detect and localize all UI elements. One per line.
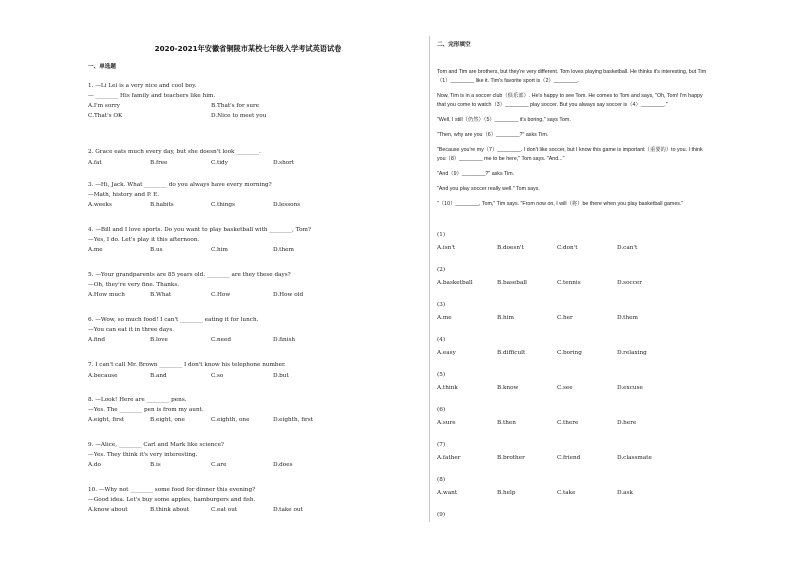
answer-options [437, 313, 777, 323]
answer-option[interactable]: D.How old [273, 292, 304, 298]
question-text: 6. —Wow, so much food! I can't ________ eating it for lunch. [88, 317, 259, 323]
passage-line: "And you play soccer really well." Tom says. [437, 186, 540, 192]
question-text: 7. I can't call Mr. Brown ________ I don't know his telephone number. [88, 362, 286, 368]
answer-option[interactable]: A.isn't [437, 245, 456, 251]
answer-option[interactable]: A.easy [437, 350, 456, 356]
question-text: —You can eat it in three days. [88, 326, 175, 333]
answer-options [88, 335, 408, 345]
answer-options [88, 245, 408, 255]
answer-option[interactable]: D.Nice to meet you [211, 113, 267, 119]
answer-option[interactable]: C.see [557, 385, 573, 391]
question-text: 4. —Bill and I love sports. Do you want to play basketball with ________, Tom? [88, 227, 311, 233]
answer-option[interactable]: C.need [211, 337, 231, 343]
cloze-item [437, 230, 777, 253]
cloze-number: (4) [437, 337, 446, 343]
answer-option[interactable]: D.but [273, 372, 289, 379]
column-divider [429, 36, 430, 522]
answer-option[interactable]: B.help [497, 490, 516, 496]
question-text: —Yes. The ________ pen is from my aunt. [88, 406, 204, 413]
answer-option[interactable]: C.there [557, 420, 579, 426]
answer-option[interactable]: B.free [150, 159, 168, 166]
answer-option[interactable]: C.her [557, 315, 573, 321]
cloze-item [437, 335, 777, 358]
question-text: —Math, history and P. E. [88, 191, 160, 198]
answer-option[interactable]: B.then [497, 420, 516, 426]
cloze-number: (9) [437, 512, 446, 518]
question-text: 2. Grace eats much every day, but she doesn't look ________. [88, 149, 261, 155]
question-item [88, 316, 408, 345]
answer-option[interactable]: A.do [88, 462, 101, 468]
answer-option[interactable]: D.them [617, 315, 638, 321]
cloze-number: (3) [437, 302, 446, 308]
answer-options [88, 200, 408, 210]
answer-option[interactable]: B.That's for sure [211, 103, 260, 109]
answer-option[interactable]: A.think [437, 385, 458, 391]
answer-option[interactable]: C.tidy [211, 159, 228, 166]
answer-options [437, 348, 777, 358]
answer-option[interactable]: B.brother [497, 455, 525, 461]
cloze-item [437, 300, 777, 323]
answer-option[interactable]: C.eat out [211, 507, 238, 513]
answer-options [88, 158, 408, 168]
question-text: 3. —Hi, Jack. What ________ do you always have every morning? [88, 182, 272, 188]
question-item [88, 396, 408, 425]
answer-option[interactable]: C.That's OK [88, 113, 123, 119]
cloze-number: (7) [437, 442, 446, 448]
answer-option[interactable]: A.basketball [437, 280, 473, 286]
passage-line: "Because you're my（7）________. I don't like soccer, but I know this game is important（重要的）to you. I think [437, 147, 703, 153]
answer-options [88, 111, 408, 121]
answer-option[interactable]: B.doesn't [497, 245, 524, 251]
answer-option[interactable]: A.eight, first [88, 417, 125, 423]
answer-option[interactable]: C.tennis [557, 280, 581, 286]
answer-option[interactable]: B.know [497, 385, 519, 391]
answer-option[interactable]: D.classmate [617, 455, 652, 461]
question-item [88, 82, 408, 121]
answer-option[interactable]: B.habits [150, 202, 174, 208]
answer-option[interactable]: D.can't [617, 245, 638, 251]
answer-option[interactable]: A.father [437, 455, 461, 461]
answer-option[interactable]: C.things [211, 202, 235, 208]
answer-options [437, 418, 777, 428]
answer-options [88, 290, 408, 300]
answer-option[interactable]: B.and [150, 372, 167, 379]
cloze-item [437, 370, 777, 393]
question-text: 8. —Look! Here are ________ pens. [88, 397, 187, 403]
answer-options [437, 278, 777, 288]
answer-option[interactable]: C.friend [557, 455, 581, 461]
answer-options [437, 383, 777, 393]
answer-options [88, 415, 408, 425]
question-item [88, 148, 408, 168]
cloze-item [437, 405, 777, 428]
answer-option[interactable]: B.love [150, 337, 168, 343]
passage-line: Now, Tim is in a soccer club（俱乐部）. He's happy to see Tom. He comes to Tom and says, "Oh, Tom! I'm happy [437, 93, 703, 99]
answer-option[interactable]: D.soccer [617, 280, 642, 286]
answer-option[interactable]: A.want [437, 490, 458, 496]
question-text: —Oh, they're very fine. Thanks. [88, 281, 180, 288]
cloze-number: (8) [437, 477, 446, 483]
answer-option[interactable]: C.don't [557, 245, 578, 251]
answer-option[interactable]: A.find [88, 337, 106, 343]
cloze-item [437, 440, 777, 463]
question-item [88, 441, 408, 470]
answer-option[interactable]: A.How much [88, 292, 125, 298]
answer-option[interactable]: D.relaxing [617, 350, 647, 356]
answer-option[interactable]: D.lessons [273, 202, 301, 208]
question-text: 10. —Why not ________ some food for dinner this evening? [88, 487, 256, 493]
answer-option[interactable]: D.short [273, 159, 295, 166]
question-item [88, 181, 408, 210]
answer-option[interactable]: C.him [211, 247, 228, 253]
passage-line: （1）________ like it. Tim's favorite sport is（2）________. [437, 78, 579, 84]
answer-options [437, 488, 777, 498]
passage-line: you（8）________ me to be here," Tom says. "And..." [437, 156, 565, 162]
section-cloze: 二、完形填空 [437, 42, 471, 48]
answer-options [437, 453, 777, 463]
answer-option[interactable]: B.is [150, 462, 161, 468]
question-text: — ________ His family and teachers like him. [88, 92, 216, 99]
answer-option[interactable]: B.difficult [497, 350, 526, 356]
answer-option[interactable]: D.here [617, 420, 637, 426]
question-item [88, 361, 408, 381]
section-single-choice: 一、单选题 [88, 64, 116, 70]
answer-option[interactable]: C.boring [557, 350, 582, 356]
exam-title: 2020-2021年安徽省铜陵市某校七年级入学考试英语试卷 [154, 44, 342, 53]
question-text: —Yes, I do. Let's play it this afternoon. [88, 236, 200, 243]
answer-option[interactable]: D.finish [273, 337, 296, 343]
question-text: 1. —Li Lei is a very nice and cool boy. [88, 83, 197, 89]
answer-option[interactable]: C.so [211, 372, 224, 379]
answer-option[interactable]: A.I'm sorry [88, 103, 120, 109]
answer-option[interactable]: C.How [211, 292, 231, 298]
answer-option[interactable]: A.fat [88, 159, 102, 166]
answer-options [88, 505, 408, 515]
question-text: 9. —Alice, ________ Carl and Mark like science? [88, 442, 224, 448]
answer-option[interactable]: C.take [557, 490, 576, 496]
answer-option[interactable]: B.What [150, 292, 172, 298]
answer-options [88, 460, 408, 470]
cloze-number: (5) [437, 372, 446, 378]
passage-line: "（10）________, Tom," Tim says. "From now on, I will（将）be there when you play basketball games." [437, 201, 684, 207]
passage-line: Tom and Tim are brothers, but they're very different. Tom loves playing basketball. He thinks it's interesting, but Tim [437, 69, 707, 75]
answer-options [437, 243, 777, 253]
answer-option[interactable]: C.are [211, 462, 227, 468]
answer-option[interactable]: D.take out [273, 507, 303, 513]
answer-option[interactable]: B.eight, one [150, 417, 185, 423]
cloze-item [437, 475, 777, 498]
answer-option[interactable]: B.baseball [497, 280, 527, 286]
answer-options [88, 371, 408, 381]
answer-option[interactable]: A.know about [88, 507, 128, 513]
cloze-number: (2) [437, 267, 446, 273]
cloze-item [437, 265, 777, 288]
question-item [88, 486, 408, 515]
answer-option[interactable]: A.me [437, 315, 452, 321]
question-item [88, 226, 408, 255]
answer-option[interactable]: A.weeks [88, 202, 112, 208]
cloze-item [437, 510, 777, 520]
question-text: —Good idea. Let's buy some apples, hamburgers and fish. [88, 496, 256, 503]
question-text: —Yes. They think it's very interesting. [88, 451, 198, 458]
answer-option[interactable]: D.excuse [617, 385, 643, 391]
cloze-number: (1) [437, 232, 446, 238]
answer-option[interactable]: A.because [88, 372, 118, 379]
answer-option[interactable]: B.him [497, 315, 514, 321]
passage-line: "Then, why are you（6）________?" asks Tim. [437, 132, 549, 138]
answer-option[interactable]: A.sure [437, 420, 456, 426]
cloze-passage [437, 68, 777, 209]
answer-option[interactable]: B.think about [150, 507, 190, 513]
question-item [88, 271, 408, 300]
passage-line: "And（9）________?" asks Tim. [437, 171, 515, 177]
question-text: 5. —Your grandparents are 85 years old. ________ are they these days? [88, 272, 291, 278]
answer-option[interactable]: D.eighth, first [273, 417, 313, 423]
answer-option[interactable]: D.ask [617, 490, 633, 496]
passage-line: that you come to watch（3）________ play soccer. But you always say soccer is（4）________." [437, 102, 668, 108]
answer-option[interactable]: D.does [273, 462, 293, 468]
answer-option[interactable]: C.eighth, one [211, 417, 250, 423]
answer-options [88, 101, 408, 111]
passage-line: "Well, I still（仍然）（5）________ it's boring," says Tom. [437, 117, 571, 123]
answer-option[interactable]: B.us [150, 247, 163, 253]
answer-option[interactable]: D.them [273, 247, 294, 253]
cloze-number: (6) [437, 407, 446, 413]
answer-option[interactable]: A.me [88, 247, 103, 253]
